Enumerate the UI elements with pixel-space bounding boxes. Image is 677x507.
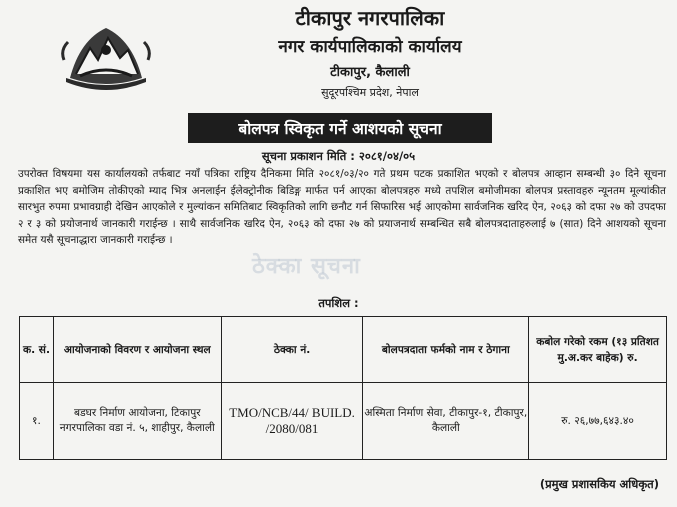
header-sn: क. सं. <box>20 317 54 383</box>
header-contract-no: ठेक्का नं. <box>221 317 363 383</box>
cell-project: बडघर निर्माण आयोजना, टिकापुर नगरपालिका वडा नं. ५, शाहीपुर, कैलाली <box>53 383 221 460</box>
header-project: आयोजनाको विवरण र आयोजना स्थल <box>53 317 221 383</box>
table-row <box>20 383 667 460</box>
office-address: टीकापुर, कैलाली <box>330 65 410 80</box>
table-header-row <box>20 317 667 383</box>
notice-title: बोलपत्र स्विकृत गर्ने आशयको सूचना <box>188 113 492 143</box>
cell-contract-no: TMO/NCB/44/ BUILD. /2080/081 <box>221 383 363 460</box>
publication-date: सूचना प्रकाशन मिति : २०८१/०४/०५ <box>261 149 416 163</box>
municipality-name: टीकापुर नगरपालिका <box>295 6 445 30</box>
signature-line: (प्रमुख प्रशासकिय अधिकृत) <box>539 477 659 491</box>
office-name: नगर कार्यपालिकाको कार्यालय <box>278 37 462 57</box>
details-heading: तपशिल : <box>318 296 359 310</box>
nepal-emblem-icon <box>60 20 152 98</box>
header-amount: कबोल गरेको रकम (१३ प्रतिशत मु.अ.कर बाहेक) रु. <box>529 317 667 383</box>
cell-sn: १. <box>20 383 54 460</box>
header-bidder: बोलपत्रदाता फर्मको नाम र ठेगाना <box>363 317 529 383</box>
province-line: सुदूरपश्चिम प्रदेश, नेपाल <box>321 86 419 99</box>
cell-bidder: अस्मिता निर्माण सेवा, टीकापुर-१, टीकापुर, कैलाली <box>363 383 529 460</box>
watermark-text: ठेक्का सूचना <box>252 254 361 279</box>
notice-body: उपरोक्त विषयमा यस कार्यालयको तर्फबाट नयाँ पत्रिका राष्ट्रिय दैनिकमा मिति २०८१/०३/२० गते प्रथम पटक प्रकाशित भएको र बोलपत्र आव्हान सम्बन्धी ३० दिने सूचना प्रकाशित भए बमोजिम तोकीएको म्याद भित्र अनलाईन ईलेक्ट्रोनीक बिडिङ्ग मार्फत पर्न आएका बोलपत्रहरु मध्ये तपशिल बमोजीमका बोलपत्र प्रस्तावहरु न्यूनतम मूल्यांकीत सारभुत रुपमा प्रभावग्राही देखिन आएकोले र मुल्यांकन समितिबाट स्विकृतिको लागि छनौट गर्न सिफारिस भई आएकोमा सार्वजनिक खरिद ऐन, २०६३ को दफा २७ को उपदफा २ र ३ को प्रयोजनार्थ जानकारी गराईन्छ । साथै सार्वजनिक खरिद ऐन, २०६३ को दफा २७ को प्रयाजनार्थ सम्बन्धित सबै बोलपत्रदाताहरुलाई ७ (सात) दिने आशयको सूचना समेत यसै सूचनाद्धारा जानकारी गराईन्छ । <box>18 168 666 247</box>
cell-amount: रु. २६,७७,६४३.४० <box>529 383 667 460</box>
details-table <box>19 316 667 460</box>
